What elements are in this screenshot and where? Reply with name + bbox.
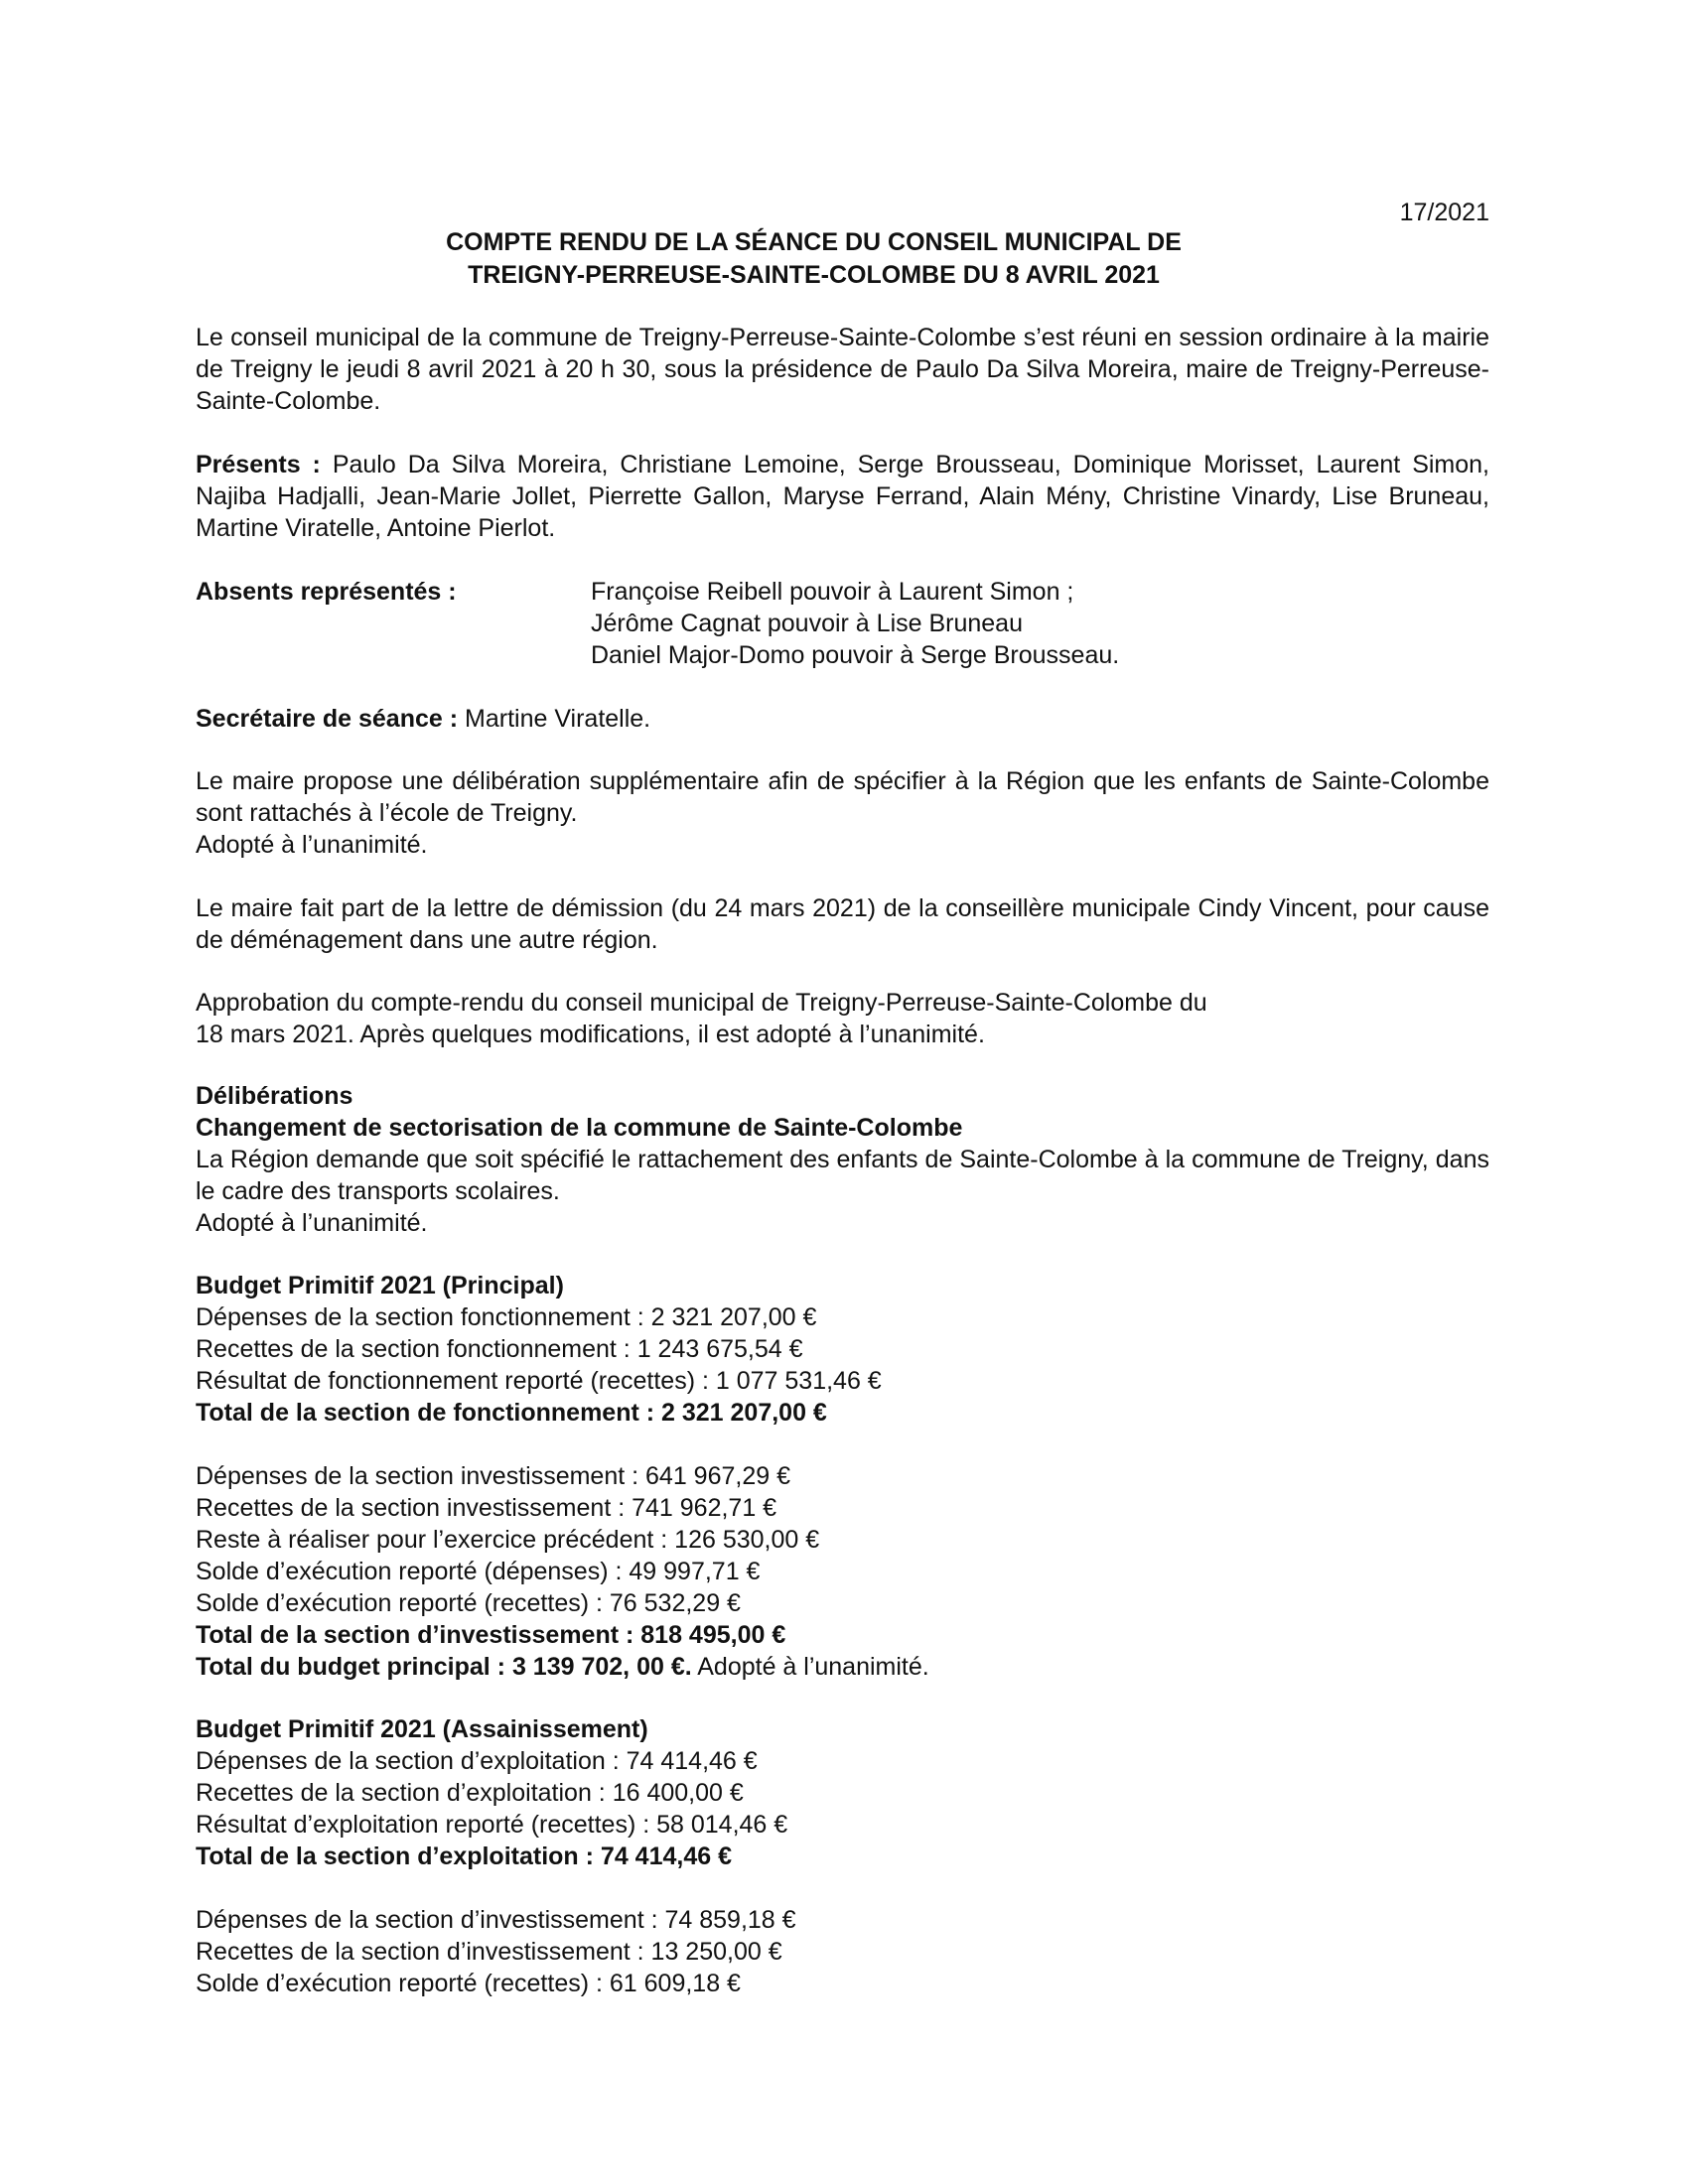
approbation-line-1: Approbation du compte-rendu du conseil municipal de Treigny-Perreuse-Sainte-Colombe du [196, 989, 1207, 1017]
budget-total-principal [196, 1651, 1489, 1683]
budget-line: Recettes de la section d’investissement : 13 250,00 € [196, 1938, 782, 1966]
secretaire-name: Martine Viratelle. [458, 705, 651, 733]
absents-section [196, 576, 1489, 671]
proposal-text: Le maire propose une délibération supplémentaire afin de spécifier à la Région que les enfants de Sainte-Colombe sont rattachés à l’école de Treigny. [196, 767, 1489, 827]
budget-line: Solde d’exécution reporté (dépenses) : 49 997,71 € [196, 1558, 761, 1585]
budget-principal-title: Budget Primitif 2021 (Principal) [196, 1272, 564, 1299]
page-reference: 17/2021 [1399, 199, 1489, 226]
secretaire-label: Secrétaire de séance : [196, 705, 459, 733]
approbation-line-2: 18 mars 2021. Après quelques modifications, il est adopté à l’unanimité. [196, 1021, 985, 1048]
budget-assainissement-title: Budget Primitif 2021 (Assainissement) [196, 1715, 648, 1743]
approbation-section [196, 987, 1489, 1050]
budget-line: Résultat de fonctionnement reporté (recettes) : 1 077 531,46 € [196, 1367, 882, 1395]
budget-total-exploitation: Total de la section d’exploitation : 74 414,46 € [196, 1843, 732, 1870]
sectorisation-result: Adopté à l’unanimité. [196, 1209, 428, 1237]
title-line-2: TREIGNY-PERREUSE-SAINTE-COLOMBE DU 8 AVRIL 2021 [468, 261, 1160, 289]
sectorisation-text: La Région demande que soit spécifié le rattachement des enfants de Sainte-Colombe à la commune de Treigny, dans le cadre des transports scolaires. [196, 1146, 1489, 1205]
absent-item: Françoise Reibell pouvoir à Laurent Simon ; [591, 578, 1074, 606]
secretaire-paragraph [196, 703, 1489, 735]
absents-list [591, 576, 1119, 671]
document-page [196, 0, 1489, 2184]
presents-list: Paulo Da Silva Moreira, Christiane Lemoine, Serge Brousseau, Dominique Morisset, Laurent Simon, Najiba Hadjalli, Jean-Marie Jollet, Pierrette Gallon, Maryse Ferrand, Alain Mény, Christine Vinardy, Lise Bruneau, Martine Viratelle, Antoine Pierlot. [196, 451, 1490, 542]
budget-assainissement-investissement [196, 1904, 1489, 1999]
budget-line: Recettes de la section fonctionnement : 1 243 675,54 € [196, 1335, 803, 1363]
page-title [196, 226, 1432, 292]
deliberations-heading: Délibérations [196, 1082, 353, 1110]
budget-principal-investissement [196, 1460, 1489, 1683]
budget-line: Dépenses de la section d’investissement : 74 859,18 € [196, 1906, 796, 1934]
budget-line: Solde d’exécution reporté (recettes) : 61 609,18 € [196, 1970, 741, 1997]
budget-line: Dépenses de la section fonctionnement : 2 321 207,00 € [196, 1303, 817, 1331]
budget-line: Recettes de la section d’exploitation : 16 400,00 € [196, 1779, 744, 1807]
demission-paragraph: Le maire fait part de la lettre de démission (du 24 mars 2021) de la conseillère municipale Cindy Vincent, pour cause de déménagement dans une autre région. [196, 894, 1489, 954]
budget-total-principal-value: Total du budget principal : 3 139 702, 00 €. [196, 1653, 692, 1681]
budget-line: Reste à réaliser pour l’exercice précédent : 126 530,00 € [196, 1526, 820, 1554]
absent-item: Daniel Major-Domo pouvoir à Serge Brousseau. [591, 641, 1120, 669]
budget-total-principal-result: Adopté à l’unanimité. [691, 1653, 929, 1681]
proposal-section [196, 765, 1489, 861]
absents-label: Absents représentés : [196, 578, 457, 606]
budget-line: Dépenses de la section investissement : 641 967,29 € [196, 1462, 790, 1490]
presents-paragraph [196, 449, 1489, 544]
budget-principal-section [196, 1270, 1489, 1429]
budget-line: Dépenses de la section d’exploitation : 74 414,46 € [196, 1747, 758, 1775]
presents-label: Présents : [196, 451, 321, 478]
absent-item: Jérôme Cagnat pouvoir à Lise Bruneau [591, 610, 1023, 637]
title-line-1: COMPTE RENDU DE LA SÉANCE DU CONSEIL MUNICIPAL DE [446, 228, 1182, 256]
budget-assainissement-section [196, 1713, 1489, 1872]
budget-line: Recettes de la section investissement : 741 962,71 € [196, 1494, 777, 1522]
budget-total-fonctionnement: Total de la section de fonctionnement : 2 321 207,00 € [196, 1399, 827, 1427]
budget-line: Résultat d’exploitation reporté (recettes) : 58 014,46 € [196, 1811, 788, 1839]
sectorisation-title: Changement de sectorisation de la commune de Sainte-Colombe [196, 1114, 963, 1142]
intro-paragraph: Le conseil municipal de la commune de Treigny-Perreuse-Sainte-Colombe s’est réuni en session ordinaire à la mairie de Treigny le jeudi 8 avril 2021 à 20 h 30, sous la présidence de Paulo Da Silva Moreira, maire de Treigny-Perreuse-Sainte-Colombe. [196, 324, 1489, 415]
deliberations-section [196, 1080, 1489, 1239]
budget-line: Solde d’exécution reporté (recettes) : 76 532,29 € [196, 1589, 741, 1617]
budget-total-investissement: Total de la section d’investissement : 818 495,00 € [196, 1621, 786, 1649]
proposal-result: Adopté à l’unanimité. [196, 831, 428, 859]
